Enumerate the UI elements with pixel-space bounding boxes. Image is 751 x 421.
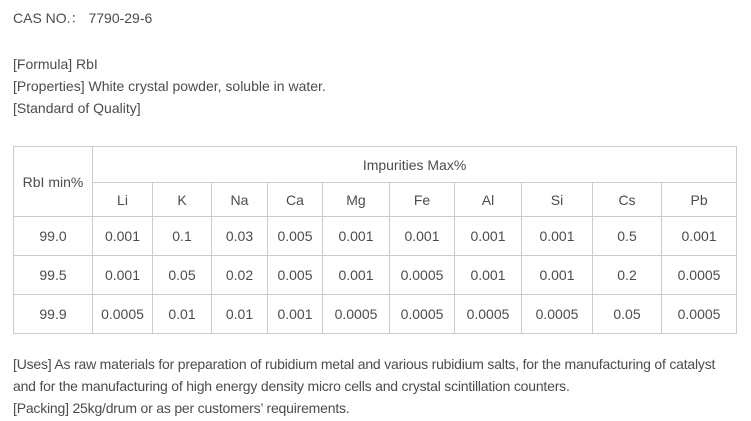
table-cell: 0.001 <box>662 217 737 256</box>
column-header-na: Na <box>212 183 268 217</box>
table-cell: 0.001 <box>455 217 522 256</box>
corner-header-cell: RbI min% <box>14 147 93 217</box>
column-header-al: Al <box>455 183 522 217</box>
quality-standard-table <box>13 146 737 334</box>
table-cell: 0.001 <box>522 217 593 256</box>
table-cell: 0.5 <box>593 217 662 256</box>
table-cell: 0.1 <box>153 217 212 256</box>
column-header-cs: Cs <box>593 183 662 217</box>
table-cell: 0.0005 <box>662 295 737 334</box>
formula-line: [Formula] RbI <box>13 56 98 72</box>
column-header-pb: Pb <box>662 183 737 217</box>
cas-number-line: CAS NO.： 7790-29-6 <box>13 10 153 26</box>
table-cell: 0.01 <box>212 295 268 334</box>
column-header-ca: Ca <box>268 183 323 217</box>
table-cell: 0.001 <box>323 256 390 295</box>
table-cell: 0.001 <box>323 217 390 256</box>
packing-line: [Packing] 25kg/drum or as per customers’ requirements. <box>13 400 350 416</box>
table-row <box>14 217 737 256</box>
table-cell: 0.03 <box>212 217 268 256</box>
table-cell: 0.001 <box>522 256 593 295</box>
table-cell: 0.001 <box>93 217 153 256</box>
table-group-header-row <box>14 147 737 183</box>
table-cell: 0.0005 <box>455 295 522 334</box>
table-cell: 0.0005 <box>323 295 390 334</box>
table-cell: 0.01 <box>153 295 212 334</box>
table-cell: 0.0005 <box>93 295 153 334</box>
properties-line: [Properties] White crystal powder, soluble in water. <box>13 78 326 94</box>
column-header-mg: Mg <box>323 183 390 217</box>
table-cell: 0.001 <box>455 256 522 295</box>
column-header-fe: Fe <box>390 183 455 217</box>
footer-text-block <box>13 353 737 419</box>
table-element-header-row <box>14 183 737 217</box>
table-cell: 0.05 <box>593 295 662 334</box>
table-cell: 0.2 <box>593 256 662 295</box>
table-cell: 0.005 <box>268 256 323 295</box>
table-cell: 0.0005 <box>390 295 455 334</box>
uses-line: [Uses] As raw materials for preparation of rubidium metal and various rubidium salts, for the manufacturing of catalyst and for the manufacturing of high energy density micro cells and crystal scintillation counters. <box>13 356 716 394</box>
column-header-k: K <box>153 183 212 217</box>
standard-of-quality-line: [Standard of Quality] <box>13 100 141 116</box>
table-cell: 0.001 <box>268 295 323 334</box>
rbi-min-cell: 99.9 <box>14 295 93 334</box>
table-cell: 0.02 <box>212 256 268 295</box>
impurities-group-header-cell: Impurities Max% <box>93 147 737 183</box>
table-cell: 0.05 <box>153 256 212 295</box>
table-row <box>14 256 737 295</box>
table-cell: 0.0005 <box>522 295 593 334</box>
table-cell: 0.0005 <box>390 256 455 295</box>
table-cell: 0.0005 <box>662 256 737 295</box>
table-cell: 0.001 <box>93 256 153 295</box>
column-header-si: Si <box>522 183 593 217</box>
table-cell: 0.001 <box>390 217 455 256</box>
rbi-min-cell: 99.5 <box>14 256 93 295</box>
rbi-min-cell: 99.0 <box>14 217 93 256</box>
table-row <box>14 295 737 334</box>
table-cell: 0.005 <box>268 217 323 256</box>
column-header-li: Li <box>93 183 153 217</box>
